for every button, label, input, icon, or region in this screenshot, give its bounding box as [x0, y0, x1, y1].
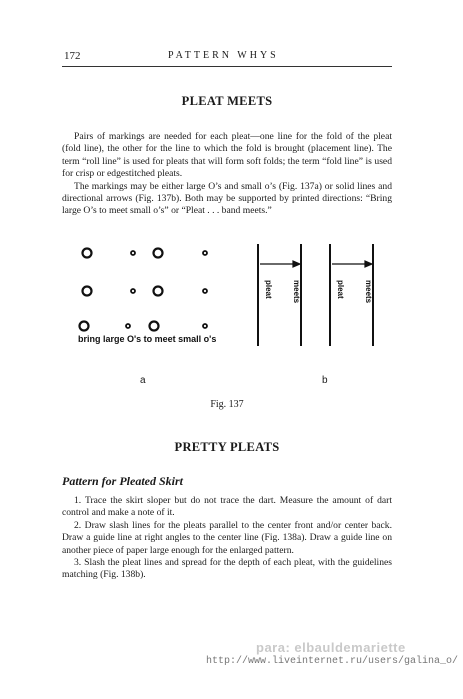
- small-o: [131, 251, 135, 255]
- running-title: PATTERN WHYS: [168, 50, 279, 61]
- section-title-pleat-meets: PLEAT MEETS: [181, 94, 273, 108]
- step: 1. Trace the skirt sloper but do not trace the dart. Measure the amount of dart control and make a note of it.: [62, 495, 392, 519]
- paragraph: The markings may be either large O’s and small o’s (Fig. 137a) or solid lines and directional arrows (Fig. 137b). Both may be supported by printed directions: “Bring large O’s to meet small o’s” or “Pleat . . . band meets.”: [62, 180, 392, 217]
- step: 3. Slash the pleat lines and spread for the depth of each pleat, with the guidelines matching (Fig. 138b).: [62, 557, 392, 581]
- meets-label: meets: [292, 280, 301, 304]
- large-o: [80, 322, 89, 331]
- arrow-head: [293, 261, 300, 267]
- small-o: [203, 251, 207, 255]
- small-o: [126, 324, 130, 328]
- pleat-label: pleat: [264, 280, 273, 299]
- pleat-meets-body: [62, 131, 392, 218]
- watermark: para: elbauldemariette: [256, 640, 406, 655]
- pleat-label: pleat: [336, 280, 345, 299]
- large-o: [83, 287, 92, 296]
- figure-caption-b: b: [322, 375, 328, 386]
- meets-label: meets: [364, 280, 373, 304]
- small-o: [203, 324, 207, 328]
- figure-caption-a: a: [140, 375, 146, 386]
- large-o: [83, 249, 92, 258]
- page-number: 172: [64, 50, 81, 62]
- step: 2. Draw slash lines for the pleats parallel to the center front and/or center back. Draw a guide line at right angles to the center line (Fig. 138a). Draw a guide line on another piece of paper large enough for the enlarged pattern.: [62, 519, 392, 556]
- section-title-pretty-pleats: PRETTY PLEATS: [174, 440, 280, 454]
- header-rule: [62, 66, 392, 67]
- pretty-pleats-steps: [62, 495, 392, 582]
- large-o: [154, 287, 163, 296]
- figure-137a: [62, 240, 262, 355]
- footer-url: http://www.liveinternet.ru/users/galina_o/: [206, 656, 459, 667]
- subheading: Pattern for Pleated Skirt: [62, 474, 183, 488]
- figure-label: Fig. 137: [210, 399, 244, 410]
- small-o: [131, 289, 135, 293]
- small-o: [203, 289, 207, 293]
- paragraph: Pairs of markings are needed for each pleat—one line for the fold of the pleat (fold line), the other for the line to which the fold is brought (placement line). The term “roll line” is used for pleats that will form soft folds; the term “fold line” is used for crisp or edgestitched pleats.: [62, 131, 392, 180]
- figure-instruction: bring large O's to meet small o's: [78, 334, 217, 344]
- arrow-head: [365, 261, 372, 267]
- large-o: [150, 322, 159, 331]
- figure-137b: [248, 240, 388, 352]
- large-o: [154, 249, 163, 258]
